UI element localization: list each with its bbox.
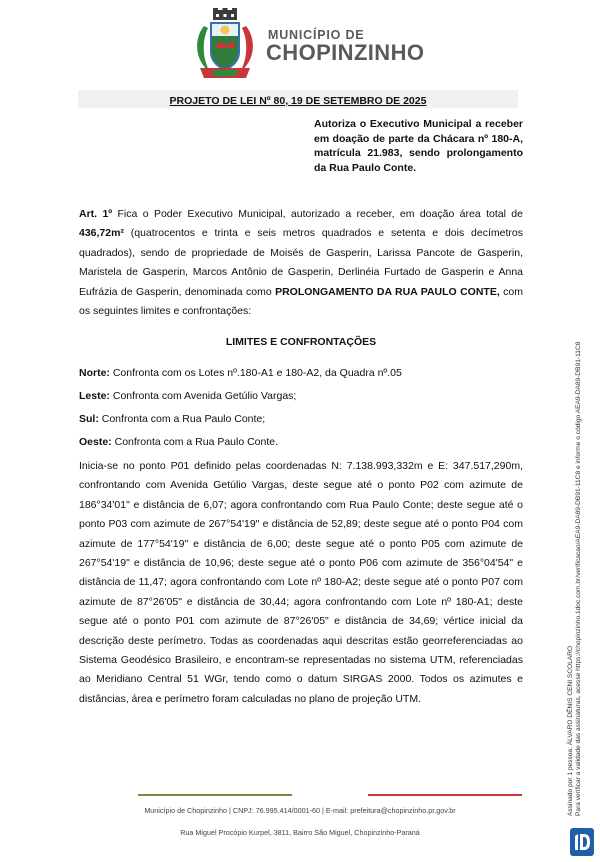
footer-divider-green — [138, 794, 292, 796]
confrontation-east — [79, 390, 296, 402]
confrontation-label: Norte: — [79, 367, 110, 379]
document-title: PROJETO DE LEI Nº 80, 19 DE SETEMBRO DE 2025 — [169, 95, 427, 107]
confrontation-label: Oeste: — [79, 436, 112, 448]
confrontation-text: Confronta com Avenida Getúlio Vargas; — [109, 390, 297, 402]
confrontation-label: Leste: — [79, 390, 110, 402]
article-1-paragraph — [79, 205, 523, 321]
article-text-a: Fica o Poder Executivo Municipal, autorizado a receber, em doação área total de — [112, 208, 523, 220]
footer-divider — [138, 794, 522, 798]
article-text-b: (quatrocentos e trinta e seis metros quadrados e setenta e dois decímetros quadrados), sendo de propriedade de Moisés de Gasperin, Larissa Pancote de Gasperin, Maristela de Gasperin, Marcos Antônio de Gasperin, Derlinéia Furtado de Gasperin e Anna Eufrázia de Gasperin, denominada como — [79, 227, 523, 298]
brand-subtitle: MUNICÍPIO DE — [268, 28, 365, 42]
confrontation-west — [79, 436, 278, 448]
signature-verification-link[interactable]: Para verificar a validade das assinaturas, acesse https://chopinzinho.1doc.com.br/verificacao/AEA9-DA89-DB91-11C8 e informe o código AEA9-DA89-DB91-11C8 — [575, 341, 582, 816]
perimeter-description: Inicia-se no ponto P01 definido pelas coordenadas N: 7.138.993,332m e E: 347.517,290m, confrontando com Avenida Getúlio Vargas, deste segue até o ponto P02 com azimute de 186°34'01" e distância de 6,07; agora confrontando com Rua Paulo Conte; deste segue até o ponto P03 com azimute de 267°54'19" e distância de 52,89; deste segue até o ponto P04 com azimute de 177°54'19" e distância de 6,00; deste segue até o ponto P05 com azimute de 267°54'19" e distância de 10,96; deste segue até o ponto P06 com azimute de 356°04'54" e distância de 11,47; agora confrontando com Lote nº 180-A2; deste segue até o ponto P07 com azimute de 87°26'05" e distância de 30,44; agora confrontando com Lote nº 180-A1; deste segue até o ponto P01 com azimute de 87°26'05" e distância de 34,69; vértice inicial da descrição deste perímetro. Todas as coordenadas aqui descritas estão georreferenciadas ao Sistema Geodésico Brasileiro, e encontram-se representadas no sistema UTM, referenciadas ao Meridiano Central 51 WGr, tendo como o datum SIRGAS 2000. Todos os azimutes e distâncias, área e perímetro foram calculadas no plano de projeção UTM. — [79, 460, 523, 705]
footer-address: Rua Miguel Procópio Kurpel, 3811, Bairro São Miguel, Chopinzinho-Paraná — [180, 828, 420, 837]
footer-contact: Município de Chopinzinho | CNPJ: 76.995.414/0001-60 | E-mail: prefeitura@chopinzinho.pr.gov.br — [144, 806, 456, 815]
confrontation-north — [79, 367, 402, 379]
municipal-coat-of-arms-icon — [192, 8, 258, 84]
confrontation-text: Confronta com a Rua Paulo Conte; — [98, 413, 266, 425]
confrontation-text: Confronta com a Rua Paulo Conte. — [111, 436, 279, 448]
article-denomination: PROLONGAMENTO DA RUA PAULO CONTE, — [275, 285, 500, 298]
section-title: LIMITES E CONFRONTAÇÕES — [225, 336, 377, 348]
1doc-logo-icon — [570, 828, 594, 856]
signature-signer: Assinado por 1 pessoa: ÁLVARO DÊNIS CENI SCOLARO — [567, 645, 574, 816]
article-label: Art. 1º — [79, 208, 113, 220]
article-text-c: com os seguintes limites e confrontações: — [79, 285, 523, 318]
footer-divider-red — [368, 794, 522, 796]
article-area: 436,72m² — [79, 227, 124, 240]
document-summary: Autoriza o Executivo Municipal a receber em doação de parte da Chácara nº 180-A, matrícula 21.983, sendo prolongamento da Rua Paulo Conte. — [314, 118, 523, 174]
brand-title: CHOPINZINHO — [266, 40, 425, 65]
confrontation-label: Sul: — [79, 413, 99, 425]
page-header — [0, 6, 600, 84]
confrontation-south — [79, 413, 265, 425]
confrontation-text: Confronta com os Lotes nº.180-A1 e 180-A2, da Quadra nº.05 — [109, 367, 402, 379]
